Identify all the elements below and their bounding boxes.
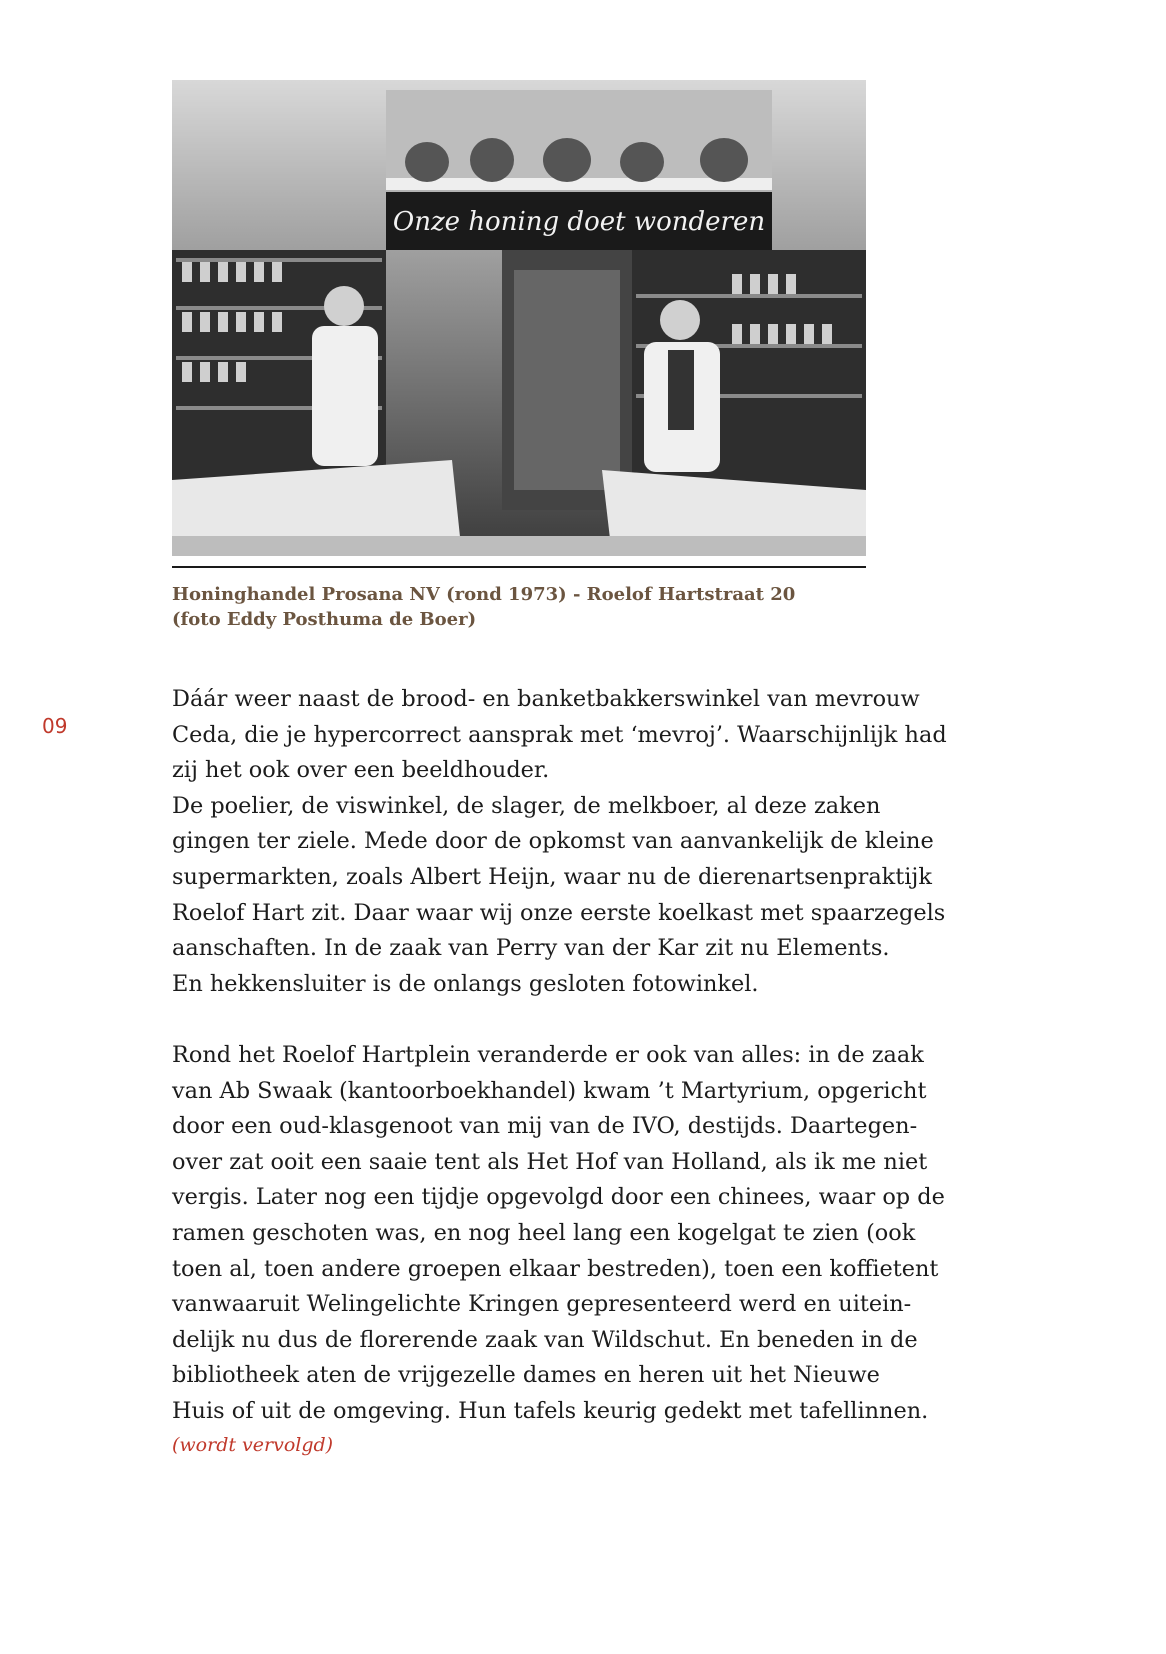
- photo-caption: [172, 582, 872, 632]
- body-line: Rond het Roelof Hartplein veranderde er ook van alles: in de zaak: [172, 1041, 924, 1068]
- body-line: En hekkensluiter is de onlangs gesloten fotowinkel.: [172, 970, 759, 997]
- shop-photo: [172, 80, 866, 556]
- body-line: toen al, toen andere groepen elkaar bestreden), toen een koffietent: [172, 1255, 939, 1282]
- photo-illustration: [172, 80, 866, 556]
- body-line: aanschaften. In de zaak van Perry van der Kar zit nu Elements.: [172, 935, 890, 962]
- shop-sign-text: Onze honing doet wonderen: [392, 207, 766, 237]
- body-line: ramen geschoten was, en nog heel lang een kogelgat te zien (ook: [172, 1219, 916, 1246]
- body-line: supermarkten, zoals Albert Heijn, waar nu de dierenartsenpraktijk: [172, 863, 932, 890]
- body-line: vanwaaruit Welingelichte Kringen gepresenteerd werd en uitein-: [172, 1291, 912, 1318]
- body-line: door een oud-klasgenoot van mij van de IVO, destijds. Daartegen-: [172, 1113, 918, 1140]
- body-line: van Ab Swaak (kantoorboekhandel) kwam ’t Martyrium, opgericht: [172, 1077, 927, 1104]
- body-line: gingen ter ziele. Mede door de opkomst van aanvankelijk de kleine: [172, 828, 934, 855]
- body-line: Roelof Hart zit. Daar waar wij onze eerste koelkast met spaarzegels: [172, 899, 946, 926]
- body-line: zij het ook over een beeldhouder.: [172, 757, 550, 784]
- caption-line-1: Honinghandel Prosana NV (rond 1973) - Roelof Hartstraat 20: [172, 584, 796, 605]
- page-number: 09: [42, 714, 68, 738]
- body-line: Huis of uit de omgeving. Hun tafels keurig gedekt met tafellinnen.: [172, 1397, 929, 1424]
- body-line: delijk nu dus de florerende zaak van Wildschut. En beneden in de: [172, 1326, 918, 1353]
- paragraph-gap: [172, 1002, 1012, 1038]
- continued-note: (wordt vervolgd): [172, 1434, 334, 1456]
- body-text: [172, 682, 1012, 1429]
- caption-line-2: (foto Eddy Posthuma de Boer): [172, 609, 477, 630]
- body-line: Ceda, die je hypercorrect aansprak met ‘mevroj’. Waarschijnlijk had: [172, 721, 947, 748]
- body-line: Dáár weer naast de brood- en banketbakkerswinkel van mevrouw: [172, 686, 920, 712]
- body-line: over zat ooit een saaie tent als Het Hof van Holland, als ik me niet: [172, 1148, 928, 1175]
- caption-divider: [172, 566, 866, 568]
- body-line: De poelier, de viswinkel, de slager, de melkboer, al deze zaken: [172, 792, 881, 819]
- body-line: vergis. Later nog een tijdje opgevolgd door een chinees, waar op de: [172, 1184, 945, 1211]
- body-line: bibliotheek aten de vrijgezelle dames en heren uit het Nieuwe: [172, 1362, 880, 1389]
